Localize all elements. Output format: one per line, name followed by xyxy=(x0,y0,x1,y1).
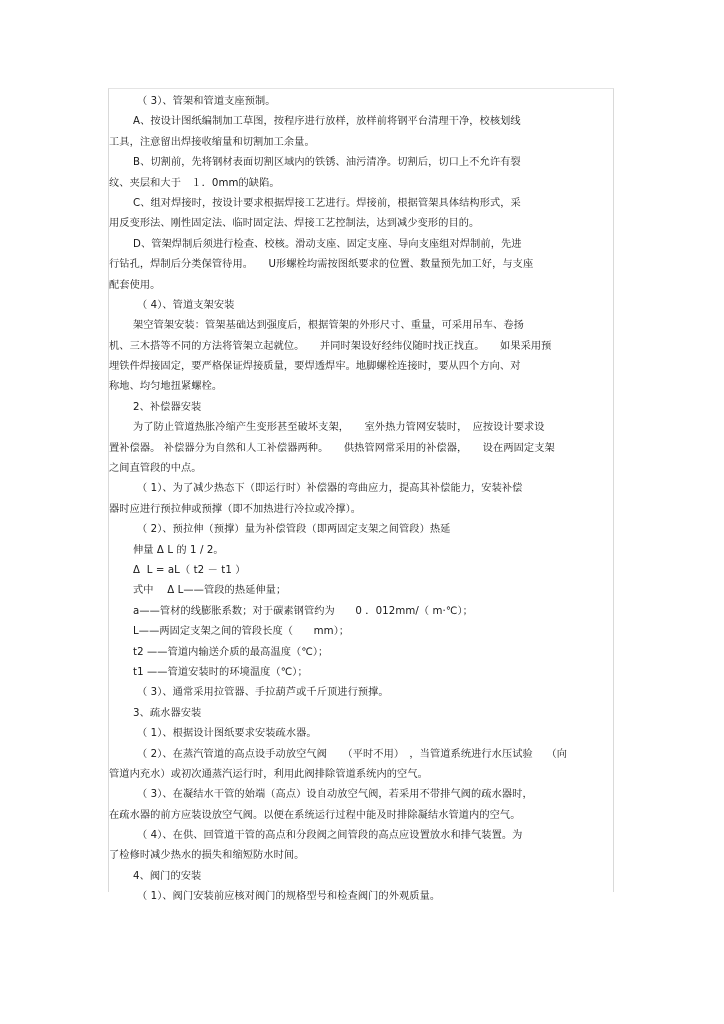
formula-line: t1 ——管道安装时的环境温度（℃）； xyxy=(133,666,308,678)
text-line: 置补偿器。 补偿器分为自然和人工补偿器两种。 供热管网常采用的补偿器， 设在两固定支架 xyxy=(109,442,555,454)
text-line: B、切割前，先将钢材表面切割区域内的铁锈、油污清净。切割后，切口上不允许有裂 xyxy=(133,157,521,169)
formula-line: 式中 Δ L——管段的热延伸量； xyxy=(133,585,287,597)
text-line: （ 1）、根据设计图纸要求安装疏水器。 xyxy=(137,728,317,740)
text-line: （ 1）、为了减少热态下（即运行时）补偿器的弯曲应力，提高其补偿能力，安装补偿 xyxy=(137,483,523,495)
text-line: A、按设计图纸编制加工草图，按程序进行放样，放样前将钢平台清理干净，校核划线 xyxy=(133,116,521,128)
text-line: 纹、夹层和大于 １．0mm的缺陷。 xyxy=(109,177,280,189)
formula-line: t2 ——管道内输送介质的最高温度（℃）； xyxy=(133,646,329,658)
document-body xyxy=(109,92,615,908)
text-line: 在疏水器的前方应装设放空气阀。以便在系统运行过程中能及时排除凝结水管道内的空气。 xyxy=(109,809,521,821)
text-line: （ 3）、在凝结水干管的始端（高点）设自动放空气阀，若采用不带排气阀的疏水器时， xyxy=(137,789,533,801)
text-line: （ 4）、在供、回管道干管的高点和分段阀之间管段的高点应设置放水和排气装置。为 xyxy=(137,830,523,842)
text-line: （ 2）、在蒸汽管道的高点设手动放空气阀 （平时不用） ，当管道系统进行水压试验 （向 xyxy=(137,748,568,760)
text-line: 埋铁件焊接固定，要严格保证焊接质量，要焊透焊牢。地脚螺栓连接时，要从四个方向、对 xyxy=(109,361,521,373)
text-line: C、组对焊接时，按设计要求根据焊接工艺进行。焊接前，根据管架具体结构形式，采 xyxy=(133,197,521,209)
section-heading: 4、阀门的安装 xyxy=(133,870,202,882)
text-line: 工具，注意留出焊接收缩量和切割加工余量。 xyxy=(109,136,315,148)
text-line: 管道内充水）或初次通蒸汽运行时，利用此阀排除管道系统内的空气。 xyxy=(109,768,428,780)
formula-line: Δ L = aL（ t2 － t1 ） xyxy=(133,564,246,576)
text-line: D、管架焊制后须进行检查、校核。滑动支座、固定支座、导向支座组对焊制前，先进 xyxy=(133,238,522,250)
formula-line: L——两固定支架之间的管段长度（ mm）； xyxy=(133,626,350,638)
text-line: 伸量 Δ L 的 1 / 2。 xyxy=(133,544,224,556)
text-line: 机、三木搭等不同的方法将管架立起就位。 并同时架设好经纬仪随时找正找直。 如果采用预 xyxy=(109,340,552,352)
text-line: 用反变形法、刚性固定法、临时固定法、焊接工艺控制法，达到减少变形的目的。 xyxy=(109,218,480,230)
text-line: （ 1）、阀门安装前应核对阀门的规格型号和检查阀门的外观质量。 xyxy=(137,891,441,903)
text-line: （ 3）、管架和管道支座预制。 xyxy=(137,96,276,107)
text-line: 之间直管段的中点。 xyxy=(109,463,202,475)
section-heading: 2、补偿器安装 xyxy=(133,401,202,413)
text-line: 架空管架安装：管架基础达到强度后，根据管架的外形尺寸、重量，可采用吊车、卷扬 xyxy=(133,320,524,332)
text-line: 为了防止管道热胀冷缩产生变形甚至破坏支架， 室外热力管网安装时， 应按设计要求设 xyxy=(133,422,545,434)
text-line: 了检修时减少热水的损失和缩短防水时间。 xyxy=(109,850,305,862)
text-line: （ 4）、管道支架安装 xyxy=(137,299,235,311)
section-heading: 3、疏水器安装 xyxy=(133,707,202,719)
text-line: （ 2）、预拉伸（预撑）量为补偿管段（即两固定支架之间管段）热延 xyxy=(137,524,451,536)
text-line: 器时应进行预拉伸或预撑（即不加热进行冷拉或冷撑）。 xyxy=(109,503,362,515)
text-line: （ 3）、通常采用拉管器、手拉葫芦或千斤顶进行预撑。 xyxy=(137,687,389,699)
text-line: 称地、均匀地扭紧螺栓。 xyxy=(109,381,223,393)
formula-line: a——管材的线膨胀系数；对于碳素钢管约为 0 ．012mm/（ m·℃）； xyxy=(133,605,473,617)
text-line: 行钻孔，焊制后分类保管待用。 U形螺栓均需按图纸要求的位置、数量预先加工好，与支座 xyxy=(109,259,534,271)
text-line: 配套使用。 xyxy=(109,279,161,291)
